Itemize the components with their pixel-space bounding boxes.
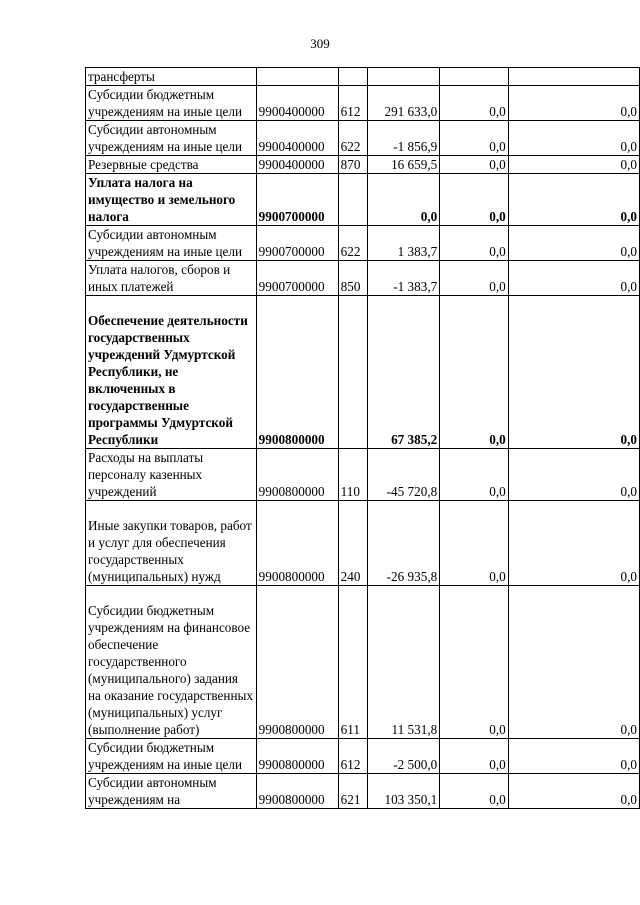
row-name-cell: Субсидии автономным учреждениям на [86,774,257,809]
expense-type-cell: 622 [338,121,367,156]
value-cell-2: 0,0 [508,586,639,739]
table-row [86,174,640,226]
value-cell-2: 0,0 [508,739,639,774]
target-article-code-cell: 9900800000 [256,774,338,809]
amount-cell: 1 383,7 [367,226,439,261]
expense-type-cell: 110 [338,449,367,501]
amount-cell: 291 633,0 [367,86,439,121]
expense-type-cell: 870 [338,156,367,174]
amount-cell: 67 385,2 [367,296,439,449]
amount-cell: 11 531,8 [367,586,439,739]
value-cell-2: 0,0 [508,261,639,296]
target-article-code-cell: 9900400000 [256,156,338,174]
value-cell-1: 0,0 [440,121,509,156]
expense-type-cell: 612 [338,86,367,121]
value-cell-2: 0,0 [508,174,639,226]
row-name-cell: Субсидии автономным учреждениям на иные цели [86,226,257,261]
amount-cell [367,68,439,86]
target-article-code-cell: 9900800000 [256,449,338,501]
value-cell-2: 0,0 [508,774,639,809]
row-name-cell: Обеспечение деятельности государственных учреждений Удмуртской Республики, не включенных в государственные программы Удмуртской Республики [86,296,257,449]
value-cell-2: 0,0 [508,449,639,501]
value-cell-2: 0,0 [508,501,639,586]
page-number: 309 [310,36,330,51]
table-row [86,774,640,809]
expense-type-cell: 622 [338,226,367,261]
value-cell-2: 0,0 [508,226,639,261]
row-name-cell: Субсидии бюджетным учреждениям на иные цели [86,86,257,121]
budget-table [85,67,640,809]
value-cell-2: 0,0 [508,156,639,174]
target-article-code-cell: 9900400000 [256,86,338,121]
table-row [86,296,640,449]
table-row [86,449,640,501]
amount-cell: 103 350,1 [367,774,439,809]
value-cell-1: 0,0 [440,86,509,121]
expense-type-cell: 621 [338,774,367,809]
table-row [86,156,640,174]
expense-type-cell: 240 [338,501,367,586]
row-name-cell: Субсидии бюджетным учреждениям на финансовое обеспечение государственного (муниципального) задания на оказание государственных (муниципальных) услуг (выполнение работ) [86,586,257,739]
amount-cell: 16 659,5 [367,156,439,174]
target-article-code-cell: 9900700000 [256,261,338,296]
table-row [86,121,640,156]
value-cell-1 [440,68,509,86]
value-cell-1: 0,0 [440,449,509,501]
table-row [86,261,640,296]
table-row [86,86,640,121]
table-row [86,739,640,774]
value-cell-2: 0,0 [508,296,639,449]
row-name-cell: Субсидии бюджетным учреждениям на иные цели [86,739,257,774]
row-name-cell: Субсидии автономным учреждениям на иные цели [86,121,257,156]
expense-type-cell: 611 [338,586,367,739]
target-article-code-cell: 9900700000 [256,174,338,226]
value-cell-1: 0,0 [440,739,509,774]
value-cell-1: 0,0 [440,586,509,739]
amount-cell: -1 856,9 [367,121,439,156]
row-name-cell: Расходы на выплаты персоналу казенных учреждений [86,449,257,501]
row-name-cell: Иные закупки товаров, работ и услуг для обеспечения государственных (муниципальных) нужд [86,501,257,586]
row-name-cell: Уплата налогов, сборов и иных платежей [86,261,257,296]
target-article-code-cell: 9900700000 [256,226,338,261]
target-article-code-cell: 9900800000 [256,586,338,739]
target-article-code-cell: 9900800000 [256,739,338,774]
table-row [86,586,640,739]
expense-type-cell: 612 [338,739,367,774]
target-article-code-cell [256,68,338,86]
value-cell-2: 0,0 [508,86,639,121]
expense-type-cell: 850 [338,261,367,296]
target-article-code-cell: 9900800000 [256,296,338,449]
amount-cell: -26 935,8 [367,501,439,586]
value-cell-1: 0,0 [440,156,509,174]
value-cell-1: 0,0 [440,774,509,809]
row-name-cell: Уплата налога на имущество и земельного налога [86,174,257,226]
amount-cell: -2 500,0 [367,739,439,774]
amount-cell: 0,0 [367,174,439,226]
value-cell-2 [508,68,639,86]
amount-cell: -1 383,7 [367,261,439,296]
expense-type-cell [338,68,367,86]
row-name-cell: Резервные средства [86,156,257,174]
table-row [86,501,640,586]
value-cell-1: 0,0 [440,296,509,449]
expense-type-cell [338,174,367,226]
value-cell-1: 0,0 [440,261,509,296]
value-cell-1: 0,0 [440,174,509,226]
table-row [86,226,640,261]
value-cell-1: 0,0 [440,501,509,586]
row-name-cell: трансферты [86,68,257,86]
target-article-code-cell: 9900800000 [256,501,338,586]
amount-cell: -45 720,8 [367,449,439,501]
table-row [86,68,640,86]
value-cell-1: 0,0 [440,226,509,261]
expense-type-cell [338,296,367,449]
target-article-code-cell: 9900400000 [256,121,338,156]
value-cell-2: 0,0 [508,121,639,156]
